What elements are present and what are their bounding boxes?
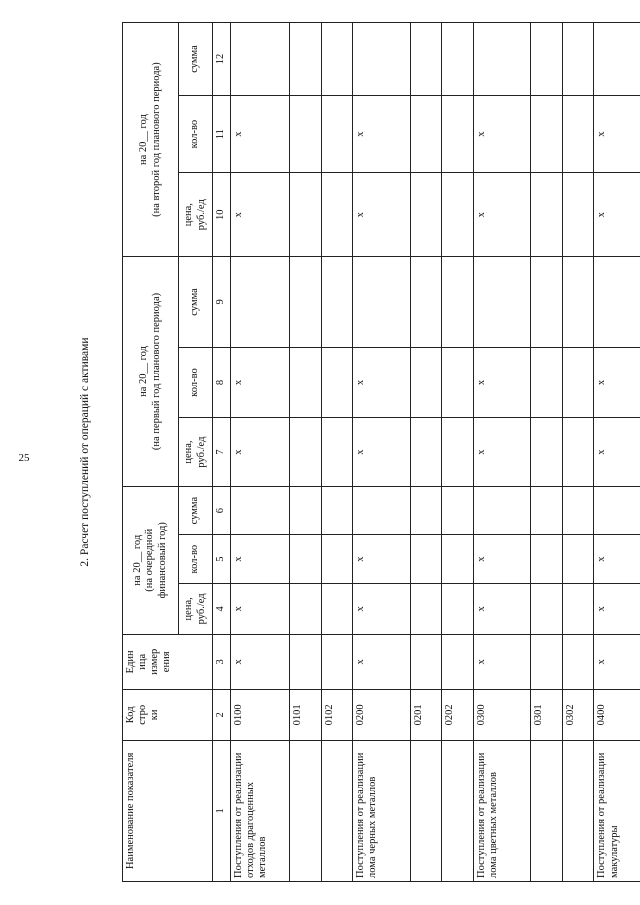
- row-name: Поступления от реализации лома черных металлов: [353, 740, 410, 881]
- cell-c5: x: [353, 535, 410, 584]
- rotated-page-content: [50, 22, 620, 882]
- cell-c6: [562, 486, 594, 535]
- cell-c10: [410, 173, 442, 257]
- cell-c11: [321, 95, 353, 172]
- cell-c11: [442, 95, 474, 172]
- column-number: 8: [213, 347, 231, 418]
- table-row: [594, 23, 640, 882]
- cell-c8: x: [353, 347, 410, 418]
- cell-c4: [290, 583, 322, 634]
- header-qty: кол-во: [179, 347, 213, 418]
- cell-c7: x: [473, 418, 530, 486]
- header-price: цена, руб./ед: [179, 173, 213, 257]
- cell-c6: [321, 486, 353, 535]
- table-row: [562, 23, 594, 882]
- row-code: 0100: [231, 689, 290, 740]
- row-code: 0400: [594, 689, 640, 740]
- column-number: 5: [213, 535, 231, 584]
- cell-c10: x: [594, 173, 640, 257]
- cell-c9: [353, 257, 410, 348]
- row-code: 0201: [410, 689, 442, 740]
- row-unit: [321, 634, 353, 689]
- cell-c9: [321, 257, 353, 348]
- column-number: 10: [213, 173, 231, 257]
- column-number-row: [213, 23, 231, 882]
- cell-c11: x: [231, 95, 290, 172]
- cell-c11: x: [594, 95, 640, 172]
- header-qty: кол-во: [179, 95, 213, 172]
- cell-c5: [321, 535, 353, 584]
- row-code: 0101: [290, 689, 322, 740]
- cell-c10: [290, 173, 322, 257]
- cell-c8: x: [594, 347, 640, 418]
- cell-c4: [531, 583, 563, 634]
- cell-c4: [321, 583, 353, 634]
- cell-c10: [562, 173, 594, 257]
- table-row: [290, 23, 322, 882]
- row-name: Поступления от реализации лома цветных металлов: [473, 740, 530, 881]
- column-number: 2: [213, 689, 231, 740]
- cell-c7: [410, 418, 442, 486]
- header-name: Наименование показателя: [123, 740, 213, 881]
- column-number: 6: [213, 486, 231, 535]
- row-name: [531, 740, 563, 881]
- cell-c5: [410, 535, 442, 584]
- header-unit: Един ица измер ения: [123, 634, 213, 689]
- table-row: [353, 23, 410, 882]
- cell-c8: x: [473, 347, 530, 418]
- cell-c7: x: [594, 418, 640, 486]
- column-number: 4: [213, 583, 231, 634]
- cell-c7: [321, 418, 353, 486]
- column-number: 3: [213, 634, 231, 689]
- row-unit: [531, 634, 563, 689]
- column-number: 1: [213, 740, 231, 881]
- cell-c6: [410, 486, 442, 535]
- cell-c10: [321, 173, 353, 257]
- cell-c4: x: [353, 583, 410, 634]
- cell-c8: [531, 347, 563, 418]
- cell-c12: [594, 23, 640, 96]
- cell-c8: [321, 347, 353, 418]
- row-unit: x: [353, 634, 410, 689]
- header-code: Код стро ки: [123, 689, 213, 740]
- cell-c11: [290, 95, 322, 172]
- column-number: 12: [213, 23, 231, 96]
- cell-c4: [410, 583, 442, 634]
- table-row: [442, 23, 474, 882]
- cell-c12: [531, 23, 563, 96]
- row-unit: x: [231, 634, 290, 689]
- cell-c5: [531, 535, 563, 584]
- cell-c6: [290, 486, 322, 535]
- cell-c11: [410, 95, 442, 172]
- row-name: Поступления от реализации макулатуры: [594, 740, 640, 881]
- header-row-periods: [123, 23, 179, 882]
- row-name: Поступления от реализации отходов драгоценных металлов: [231, 740, 290, 881]
- cell-c7: [531, 418, 563, 486]
- cell-c4: x: [231, 583, 290, 634]
- cell-c5: x: [594, 535, 640, 584]
- row-name: [562, 740, 594, 881]
- table-row: [321, 23, 353, 882]
- cell-c5: [562, 535, 594, 584]
- cell-c6: [353, 486, 410, 535]
- cell-c5: x: [231, 535, 290, 584]
- row-code: 0300: [473, 689, 530, 740]
- header-period-first: на 20__ год (на первый год планового периода): [123, 257, 179, 487]
- row-unit: [562, 634, 594, 689]
- table-row: [231, 23, 290, 882]
- cell-c8: x: [231, 347, 290, 418]
- page-number: 25: [18, 452, 30, 464]
- cell-c7: x: [231, 418, 290, 486]
- cell-c10: x: [231, 173, 290, 257]
- cell-c12: [290, 23, 322, 96]
- table-body: [231, 23, 640, 882]
- cell-c11: x: [473, 95, 530, 172]
- row-name: [321, 740, 353, 881]
- cell-c12: [562, 23, 594, 96]
- revenue-table: [122, 22, 640, 882]
- row-unit: x: [594, 634, 640, 689]
- row-code: 0302: [562, 689, 594, 740]
- cell-c5: [290, 535, 322, 584]
- cell-c7: [442, 418, 474, 486]
- table-row: [410, 23, 442, 882]
- cell-c12: [231, 23, 290, 96]
- cell-c12: [410, 23, 442, 96]
- cell-c9: [231, 257, 290, 348]
- section-title: 2. Расчет поступлений от операций с активами: [79, 337, 91, 567]
- cell-c4: x: [594, 583, 640, 634]
- cell-c12: [321, 23, 353, 96]
- cell-c11: [531, 95, 563, 172]
- cell-c9: [531, 257, 563, 348]
- row-name: [290, 740, 322, 881]
- cell-c10: [531, 173, 563, 257]
- row-name: [442, 740, 474, 881]
- cell-c5: x: [473, 535, 530, 584]
- cell-c9: [410, 257, 442, 348]
- cell-c6: [442, 486, 474, 535]
- header-price: цена, руб./ед: [179, 418, 213, 486]
- cell-c8: [562, 347, 594, 418]
- cell-c6: [531, 486, 563, 535]
- column-number: 7: [213, 418, 231, 486]
- cell-c8: [410, 347, 442, 418]
- cell-c10: [442, 173, 474, 257]
- cell-c9: [473, 257, 530, 348]
- cell-c6: [231, 486, 290, 535]
- cell-c6: [594, 486, 640, 535]
- table-row: [531, 23, 563, 882]
- cell-c7: [562, 418, 594, 486]
- row-code: 0301: [531, 689, 563, 740]
- cell-c11: x: [353, 95, 410, 172]
- cell-c12: [353, 23, 410, 96]
- header-price: цена, руб./ед: [179, 583, 213, 634]
- cell-c9: [594, 257, 640, 348]
- row-unit: [290, 634, 322, 689]
- header-period-current: на 20__ год (на очередной финансовый год): [123, 486, 179, 634]
- cell-c11: [562, 95, 594, 172]
- cell-c9: [562, 257, 594, 348]
- cell-c7: [290, 418, 322, 486]
- header-qty: кол-во: [179, 535, 213, 584]
- row-name: [410, 740, 442, 881]
- table-row: [473, 23, 530, 882]
- cell-c4: [442, 583, 474, 634]
- cell-c7: x: [353, 418, 410, 486]
- header-sum: сумма: [179, 486, 213, 535]
- row-code: 0202: [442, 689, 474, 740]
- cell-c4: x: [473, 583, 530, 634]
- row-code: 0102: [321, 689, 353, 740]
- cell-c9: [442, 257, 474, 348]
- cell-c10: x: [473, 173, 530, 257]
- cell-c12: [442, 23, 474, 96]
- cell-c4: [562, 583, 594, 634]
- cell-c9: [290, 257, 322, 348]
- header-sum: сумма: [179, 23, 213, 96]
- header-sum: сумма: [179, 257, 213, 348]
- cell-c8: [442, 347, 474, 418]
- header-period-second: на 20__ год (на второй год планового периода): [123, 23, 179, 257]
- row-unit: [442, 634, 474, 689]
- row-code: 0200: [353, 689, 410, 740]
- cell-c6: [473, 486, 530, 535]
- row-unit: x: [473, 634, 530, 689]
- cell-c5: [442, 535, 474, 584]
- cell-c12: [473, 23, 530, 96]
- column-number: 11: [213, 95, 231, 172]
- row-unit: [410, 634, 442, 689]
- cell-c10: x: [353, 173, 410, 257]
- cell-c8: [290, 347, 322, 418]
- column-number: 9: [213, 257, 231, 348]
